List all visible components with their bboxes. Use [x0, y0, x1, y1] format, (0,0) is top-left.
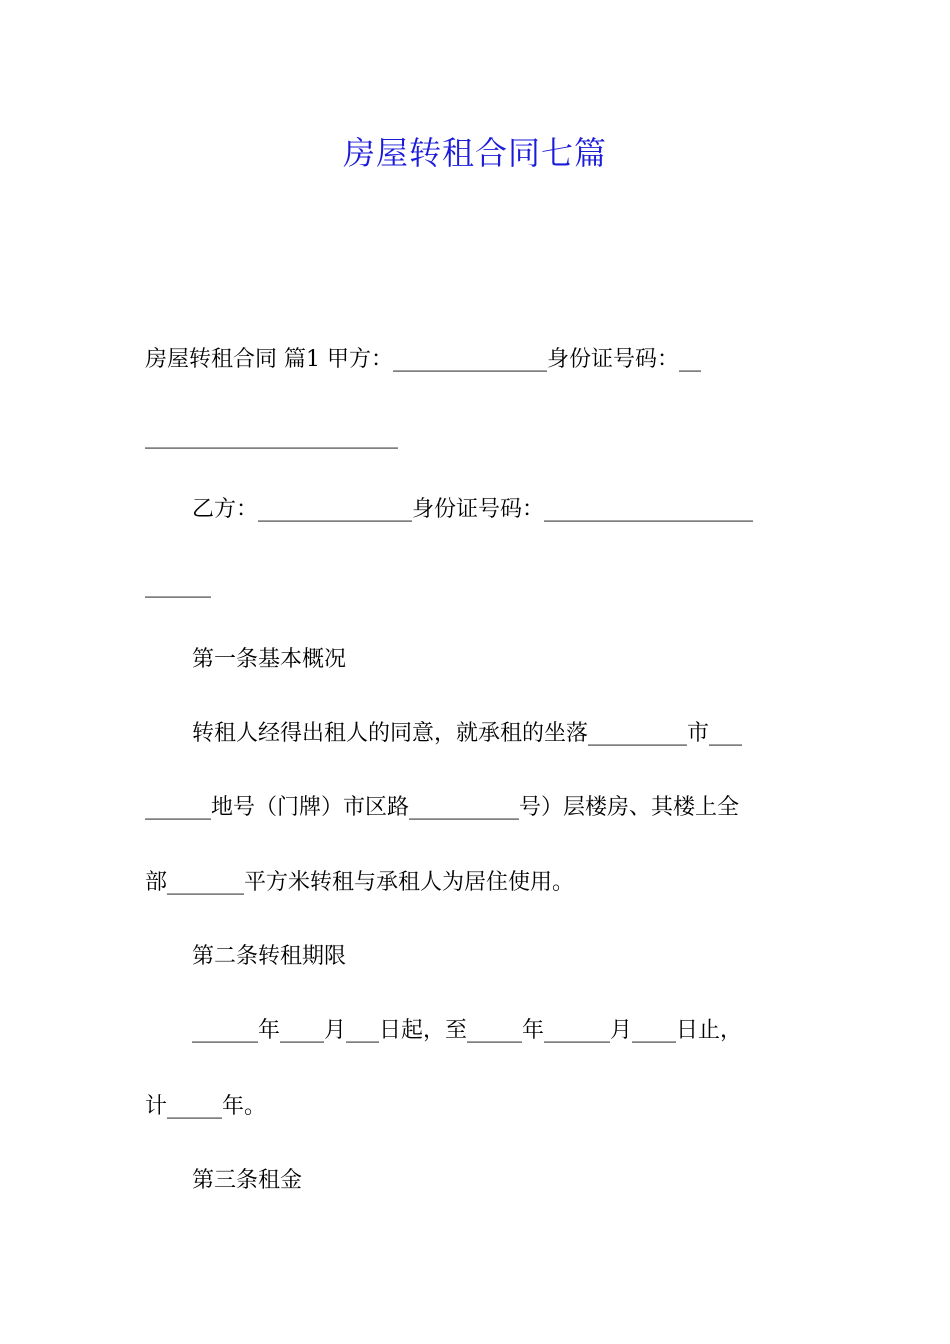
article-1-text-line-1: 转租人经得出租人的同意，就承租的坐落_________市___	[192, 721, 743, 746]
party-b-line: 乙方：______________身份证号码：___________________	[192, 497, 754, 522]
party-b-id-continuation-line: ______	[145, 573, 211, 598]
article-2-text-line-1: ______年____月___日起，至_____年______月____日止，	[192, 1018, 743, 1043]
article-1-text-line-2: ______地号（门牌）市区路__________号）层楼房、其楼上全	[145, 795, 740, 820]
document-title: 房屋转租合同七篇	[342, 134, 607, 172]
party-a-id-continuation-line: _______________________	[145, 424, 398, 449]
article-1-text-line-3: 部_______平方米转租与承租人为居住使用。	[145, 870, 575, 895]
contract-heading-party-a-line: 房屋转租合同 篇1 甲方：______________身份证号码：__	[145, 347, 701, 372]
article-1-heading: 第一条基本概况	[192, 647, 347, 672]
article-2-heading: 第二条转租期限	[192, 944, 347, 969]
article-2-text-line-2: 计_____年。	[145, 1094, 267, 1119]
article-3-heading: 第三条租金	[192, 1168, 303, 1193]
